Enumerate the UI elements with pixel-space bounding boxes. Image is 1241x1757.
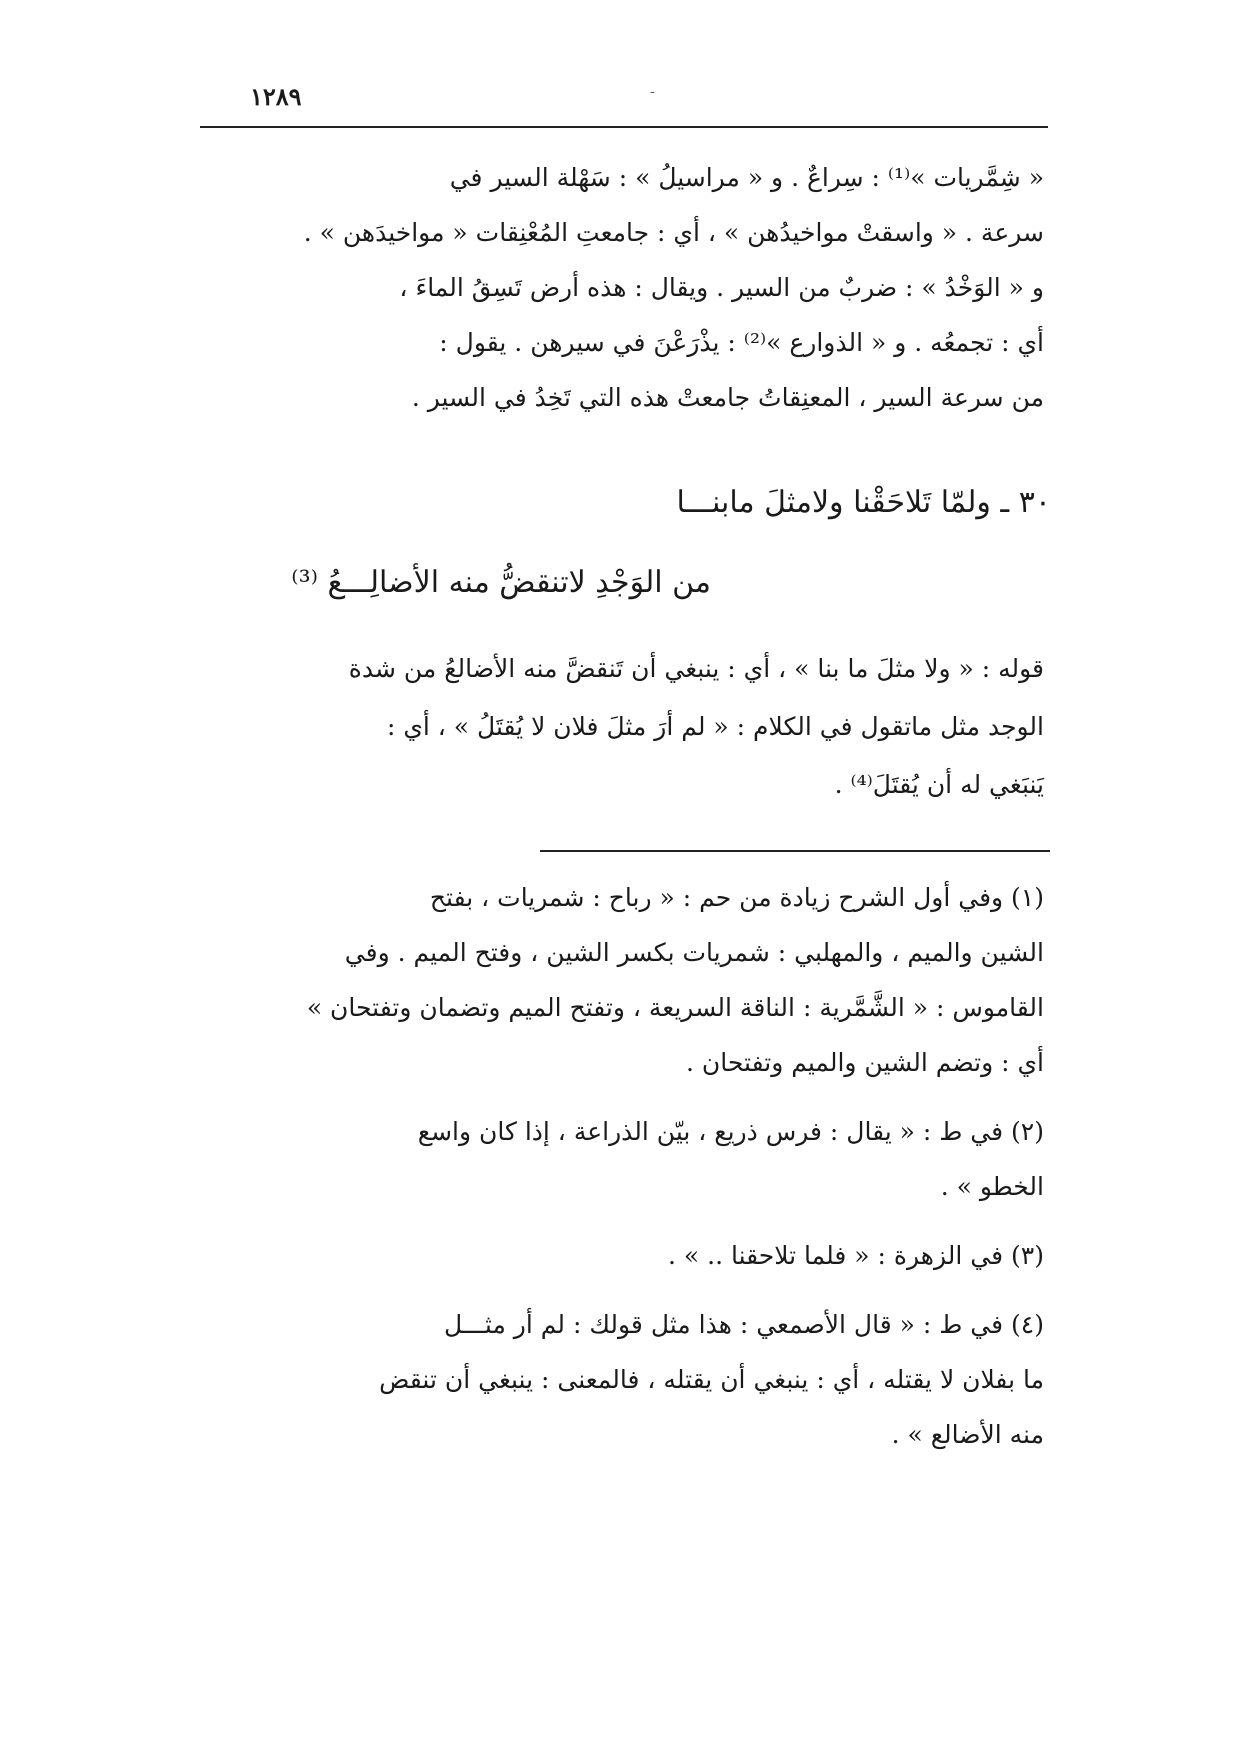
footnote-1 — [208, 870, 1044, 1090]
commentary-line: الوجد مثل ماتقول في الكلام : « لم أرَ مثلَ فلان لا يُقتَلُ » ، أي : — [386, 712, 1044, 741]
main-text — [208, 150, 1044, 425]
footnote-rule — [540, 850, 1050, 852]
page-number: ١٢٨٩ — [250, 82, 302, 111]
main-text-line: من سرعة السير ، المعنِقاتُ جامعتْ هذه التي تَخِدُ في السير . — [411, 383, 1044, 412]
footnote-line: ما بفلان لا يقتله ، أي : ينبغي أن يقتله ، فالمعنى : ينبغي أن تنقض — [379, 1365, 1044, 1394]
footnote-3 — [208, 1228, 1044, 1283]
footnote-4 — [208, 1297, 1044, 1462]
verse-line-2: من الوَجْدِ لاتنقضُّ منه الأضالِـــعُ ⁽³⁾ — [291, 565, 711, 600]
commentary-line: قوله : « ولا مثلَ ما بنا » ، أي : ينبغي أن تَنقضَّ منه الأضالعُ من شدة — [348, 654, 1044, 683]
footnote-line: منه الأضالع » . — [891, 1420, 1044, 1449]
footnote-line: الخطو » . — [940, 1172, 1044, 1201]
footnote-line: (٣) في الزهرة : « فلما تلاحقنا .. » . — [668, 1241, 1044, 1270]
main-text-line: و « الوَخْدُ » : ضربٌ من السير . ويقال : هذه أرض تَسِقُ الماءَ ، — [399, 273, 1044, 302]
commentary-text — [208, 640, 1044, 814]
main-text-line: أي : تجمعُه . و « الذوارع »⁽²⁾ : يذْرَعْنَ في سيرهن . يقول : — [439, 328, 1044, 357]
footnote-line: (٤) في ط : « قال الأصمعي : هذا مثل قولك : لم أر مثـــل — [444, 1310, 1044, 1339]
header-rule — [200, 126, 1048, 128]
commentary-line: يَنبَغي له أن يُقتَلَ⁽⁴⁾ . — [834, 770, 1044, 799]
verse-line-1: ٣٠ ـ ولمّا تَلاحَقْنا ولامثلَ مابنـــا — [676, 485, 1051, 520]
footnote-line: أي : وتضم الشين والميم وتفتحان . — [686, 1048, 1044, 1077]
main-text-line: « شِمَّريات »⁽¹⁾ : سِراعٌ . و « مراسيلُ » : سَهْلة السير في — [449, 163, 1044, 192]
footnote-2 — [208, 1104, 1044, 1214]
main-text-line: سرعة . « واسقتْ مواخيدُهن » ، أي : جامعتِ المُعْنِقات « مواخيدَهن » . — [303, 218, 1044, 247]
footnote-line: (١) وفي أول الشرح زيادة من حم : « رباح : شمريات ، بفتح — [429, 883, 1044, 912]
footnote-line: الشين والميم ، والمهلبي : شمريات بكسر الشين ، وفتح الميم . وفي — [344, 938, 1044, 967]
footnote-line: (٢) في ط : « يقال : فرس ذريع ، بيّن الذراعة ، إذا كان واسع — [417, 1117, 1044, 1146]
footnotes — [208, 870, 1044, 1476]
header-mark: - — [650, 84, 655, 100]
footnote-line: القاموس : « الشَّمَّرية : الناقة السريعة ، وتفتح الميم وتضمان وتفتحان » — [306, 993, 1044, 1022]
